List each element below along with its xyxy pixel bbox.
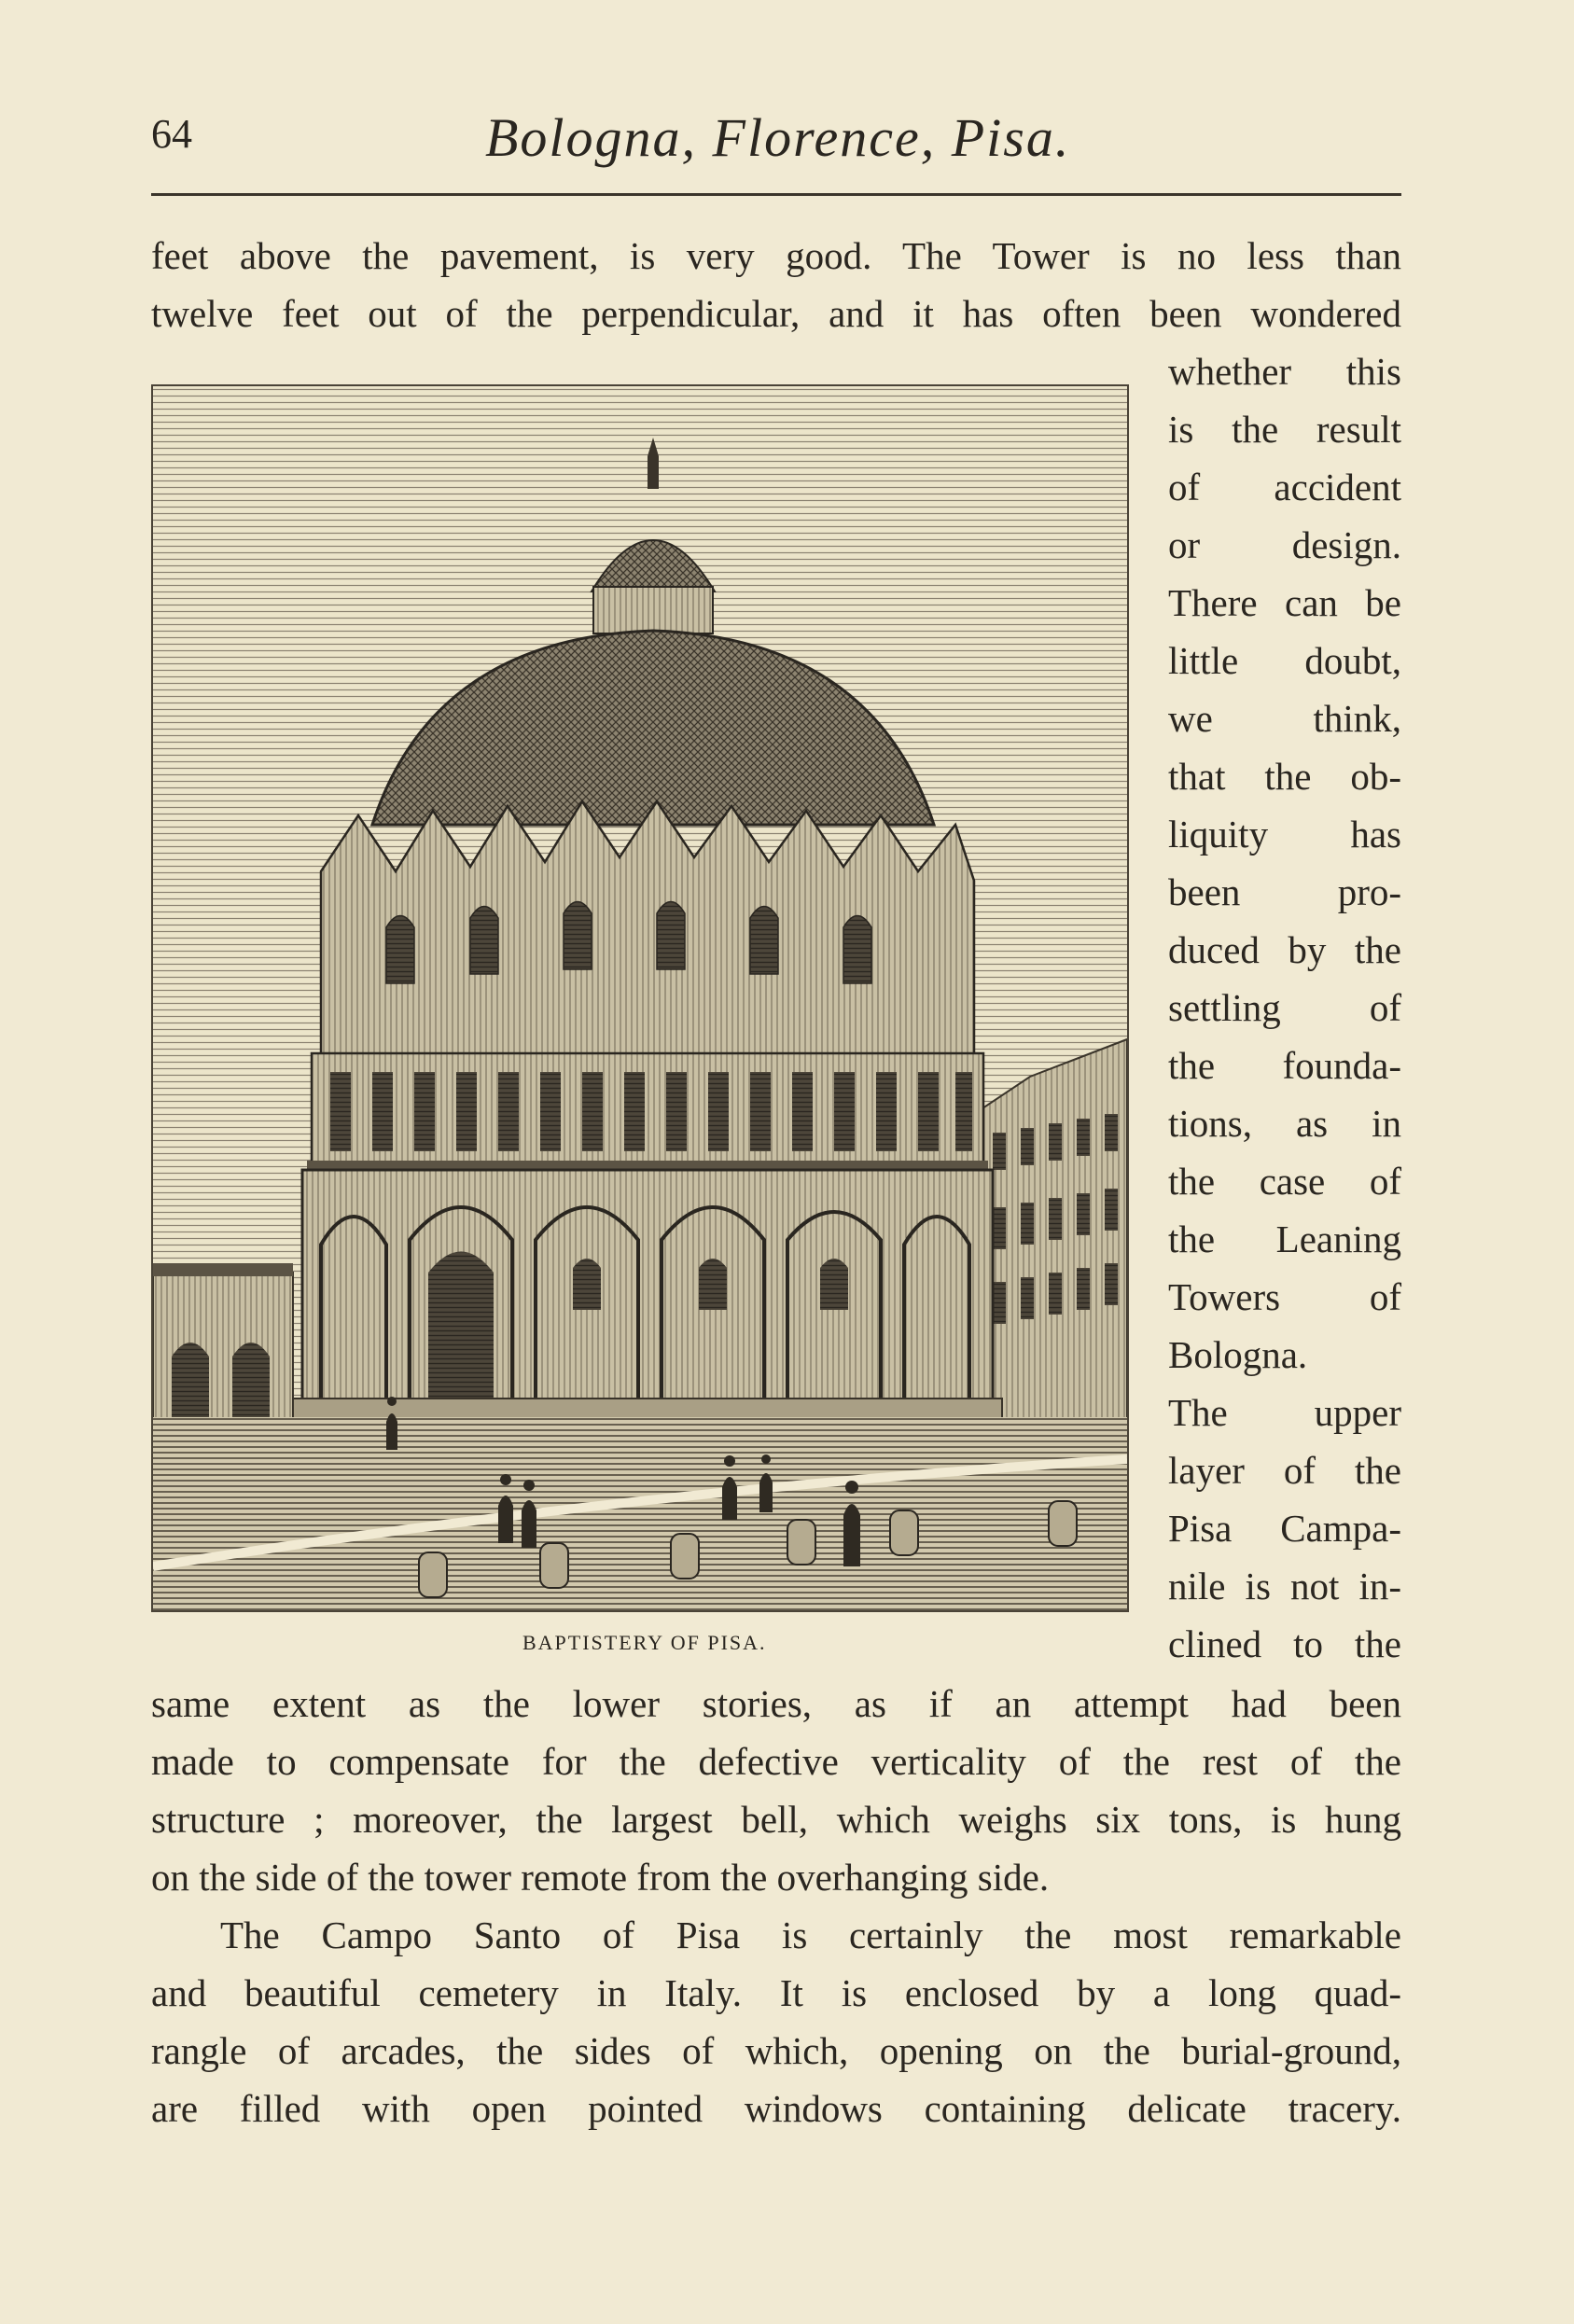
page-number: 64 bbox=[151, 111, 192, 157]
side-line: settling of bbox=[1168, 986, 1401, 1029]
side-line: clined to the bbox=[1168, 1622, 1401, 1665]
doorway bbox=[428, 1252, 494, 1404]
body-line: are filled with open pointed windows containing delicate tracery. bbox=[151, 2087, 1401, 2130]
side-line: liquity has bbox=[1168, 813, 1401, 856]
side-line: layer of the bbox=[1168, 1449, 1401, 1492]
steps bbox=[293, 1399, 1002, 1419]
side-line: nile is not in- bbox=[1168, 1565, 1401, 1607]
running-title: Bologna, Florence, Pisa. bbox=[485, 107, 1071, 168]
body-line: structure ; moreover, the largest bell, which weighs six tons, is hung bbox=[151, 1798, 1401, 1841]
side-line: Bologna. bbox=[1168, 1333, 1308, 1376]
side-line: the Leaning bbox=[1168, 1218, 1401, 1260]
baptistery-engraving bbox=[153, 386, 1127, 1610]
side-line: that the ob- bbox=[1168, 755, 1401, 798]
side-line: little doubt, bbox=[1168, 639, 1401, 682]
gable-tier bbox=[321, 801, 974, 1058]
side-line: tions, as in bbox=[1168, 1102, 1401, 1145]
body-line: same extent as the lower stories, as if an attempt had been bbox=[151, 1682, 1401, 1725]
side-line: the founda- bbox=[1168, 1044, 1401, 1087]
body-line: twelve feet out of the perpendicular, and it has often been wondered bbox=[151, 292, 1401, 335]
ground-storey bbox=[302, 1170, 993, 1403]
figure-caption: BAPTISTERY OF PISA. bbox=[522, 1631, 767, 1654]
body-line: The Campo Santo of Pisa is certainly the most remarkable bbox=[220, 1913, 1401, 1956]
body-line: on the side of the tower remote from the overhanging side. bbox=[151, 1856, 1050, 1899]
side-line: is the result bbox=[1168, 408, 1401, 451]
side-line: Towers of bbox=[1168, 1275, 1401, 1318]
piazza bbox=[153, 1417, 1127, 1610]
side-line: of accident bbox=[1168, 466, 1401, 508]
body-line: and beautiful cemetery in Italy. It is enclosed by a long quad- bbox=[151, 1971, 1401, 2014]
body-line: made to compensate for the defective verticality of the rest of the bbox=[151, 1740, 1401, 1783]
side-line: duced by the bbox=[1168, 928, 1401, 971]
side-line: been pro- bbox=[1168, 870, 1401, 913]
side-line: whether this bbox=[1168, 350, 1401, 393]
side-line: the case of bbox=[1168, 1160, 1401, 1203]
body-line: rangle of arcades, the sides of which, opening on the burial-ground, bbox=[151, 2029, 1401, 2072]
side-line: There can be bbox=[1168, 581, 1401, 624]
figure-baptistery bbox=[151, 384, 1129, 1612]
side-line: The upper bbox=[1168, 1391, 1401, 1434]
header-rule bbox=[151, 193, 1401, 196]
side-line: we think, bbox=[1168, 697, 1401, 740]
side-line: or design. bbox=[1168, 523, 1401, 566]
side-line: Pisa Campa- bbox=[1168, 1507, 1401, 1550]
body-line: feet above the pavement, is very good. The Tower is no less than bbox=[151, 234, 1401, 277]
